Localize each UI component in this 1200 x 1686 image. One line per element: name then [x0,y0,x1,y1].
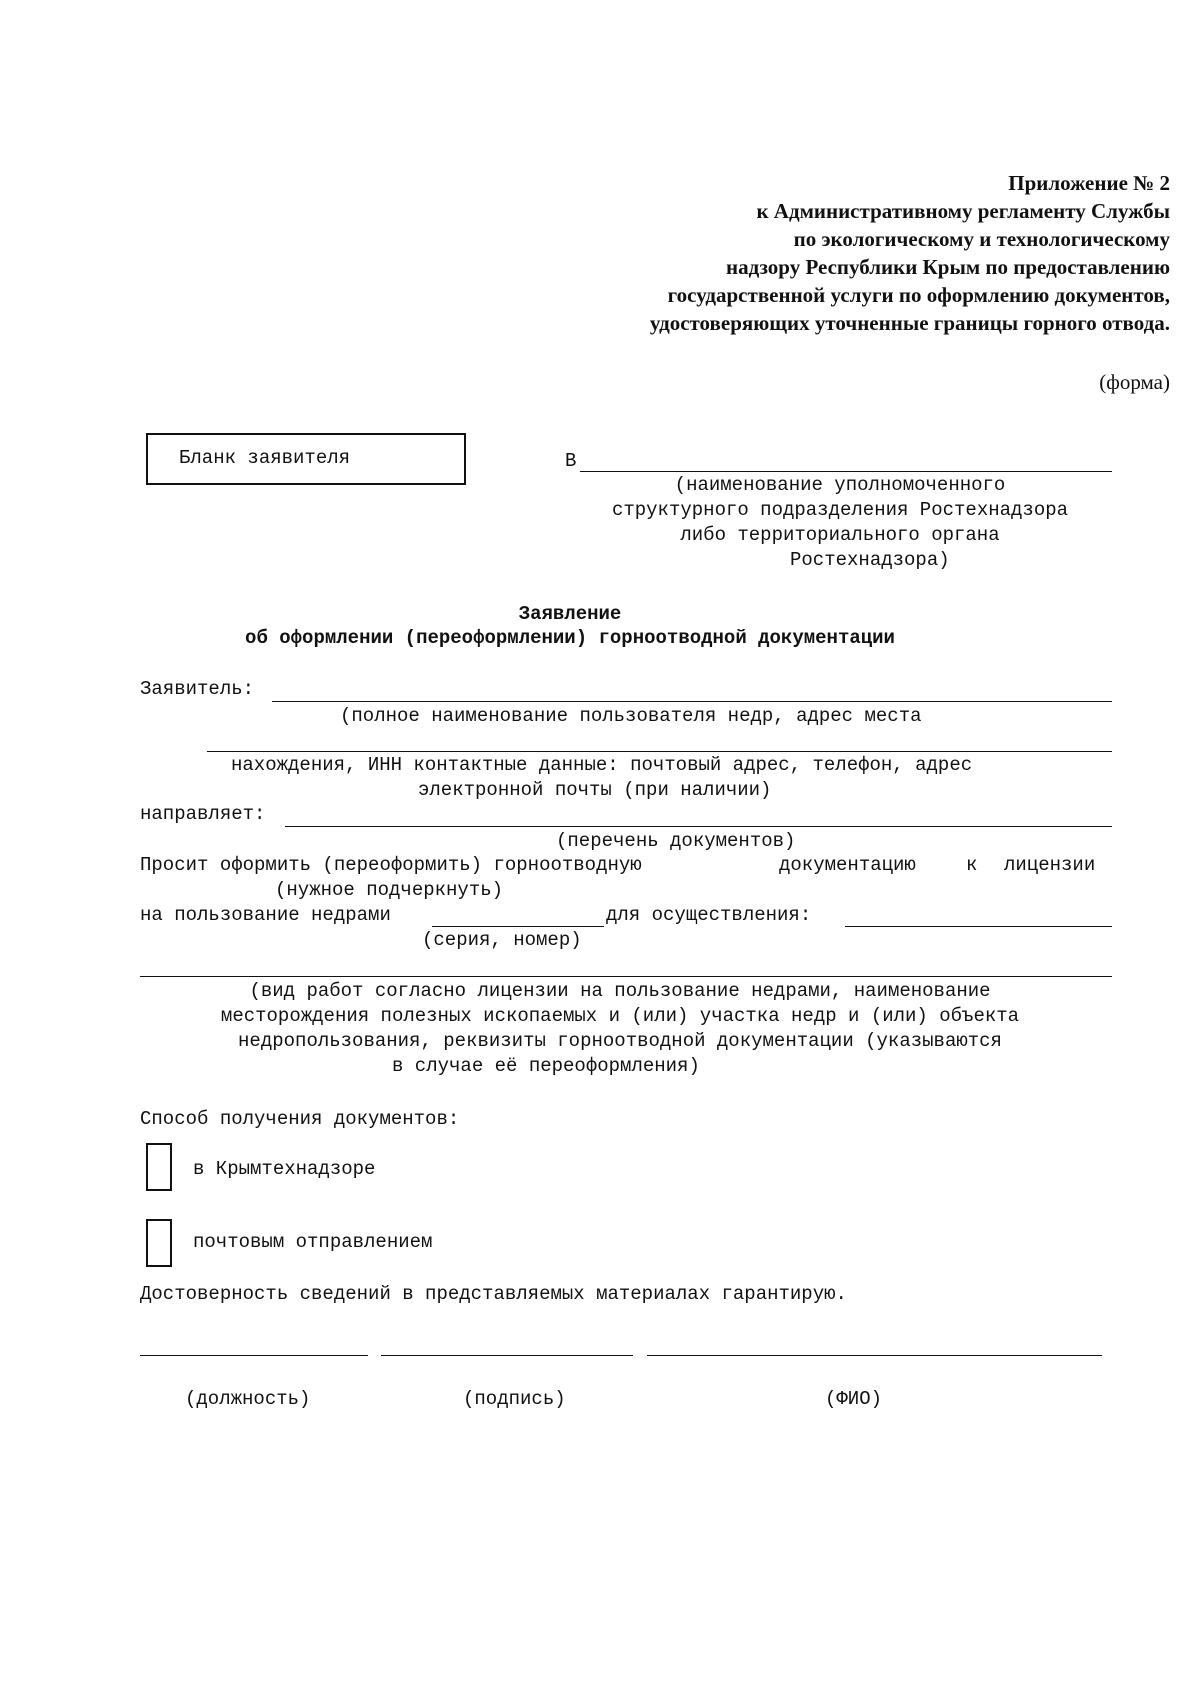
work-hint: месторождения полезных ископаемых и (или) участка недр и (или) объекта [220,1005,1020,1027]
applicant-hint: электронной почты (при наличии) [418,779,772,801]
applicant-field-line-2[interactable] [207,751,1112,752]
full-name-hint: (ФИО) [825,1388,883,1410]
delivery-option-checkbox[interactable] [146,1219,172,1267]
appendix-line: государственной услуги по оформлению документов, [667,283,1170,307]
applicant-label: Заявитель: [140,678,255,700]
work-hint: в случае её переоформления) [392,1055,700,1077]
work-hint: (вид работ согласно лицензии на пользование недрами, наименование [249,980,991,1002]
delivery-option-label: почтовым отправлением [193,1231,433,1253]
request-text: к [966,854,978,876]
series-hint: (серия, номер) [422,929,582,951]
applicant-field-line[interactable] [272,701,1112,702]
document-title: Заявление [518,603,622,625]
work-hint: недропользования, реквизиты горноотводной документации (указываются [238,1030,1002,1052]
form-label: (форма) [1099,370,1170,394]
full-name-line[interactable] [647,1355,1102,1356]
addressee-hint: структурного подразделения Ростехнадзора [611,499,1069,521]
signature-line[interactable] [381,1355,633,1356]
license-label: на пользование недрами [140,904,391,926]
purpose-field-line[interactable] [845,926,1112,927]
position-hint: (должность) [185,1388,311,1410]
request-text: документацию [779,854,916,876]
delivery-option-label: в Крымтехнадзоре [193,1158,376,1180]
appendix-line: по экологическому и технологическому [793,227,1170,251]
sends-hint: (перечень документов) [556,830,796,852]
work-field-line[interactable] [140,976,1112,977]
sends-label: направляет: [140,803,266,825]
signature-hint: (подпись) [463,1388,566,1410]
applicant-hint: нахождения, ИНН контактные данные: почтовый адрес, телефон, адрес [231,754,973,776]
appendix-line: надзору Республики Крым по предоставлению [726,255,1170,279]
applicant-hint: (полное наименование пользователя недр, адрес места [340,705,922,727]
appendix-number: Приложение № 2 [1008,171,1170,195]
purpose-label: для осуществления: [606,904,812,926]
position-line[interactable] [140,1355,368,1356]
applicant-blank-label: Бланк заявителя [179,447,351,469]
addressee-hint: (наименование уполномоченного [674,474,1006,496]
appendix-line: удостоверяющих уточненные границы горного отвода. [649,311,1170,335]
request-text: Просит оформить (переоформить) горноотводную [140,854,642,876]
underline-hint: (нужное подчеркнуть) [275,879,504,901]
appendix-line: к Административному регламенту Службы [756,199,1170,223]
delivery-option-checkbox[interactable] [146,1143,172,1191]
sends-field-line[interactable] [285,826,1112,827]
addressee-field-line[interactable] [580,471,1112,472]
request-text: лицензии [1004,854,1096,876]
document-subtitle: об оформлении (переоформлении) горноотводной документации [245,627,895,649]
license-number-line[interactable] [432,926,604,927]
addressee-hint: Ростехнадзора) [790,549,950,571]
delivery-label: Способ получения документов: [140,1108,460,1130]
guarantee-text: Достоверность сведений в представляемых материалах гарантирую. [140,1283,847,1305]
addressee-prefix: В [565,450,577,472]
addressee-hint: либо территориального органа [680,524,1000,546]
